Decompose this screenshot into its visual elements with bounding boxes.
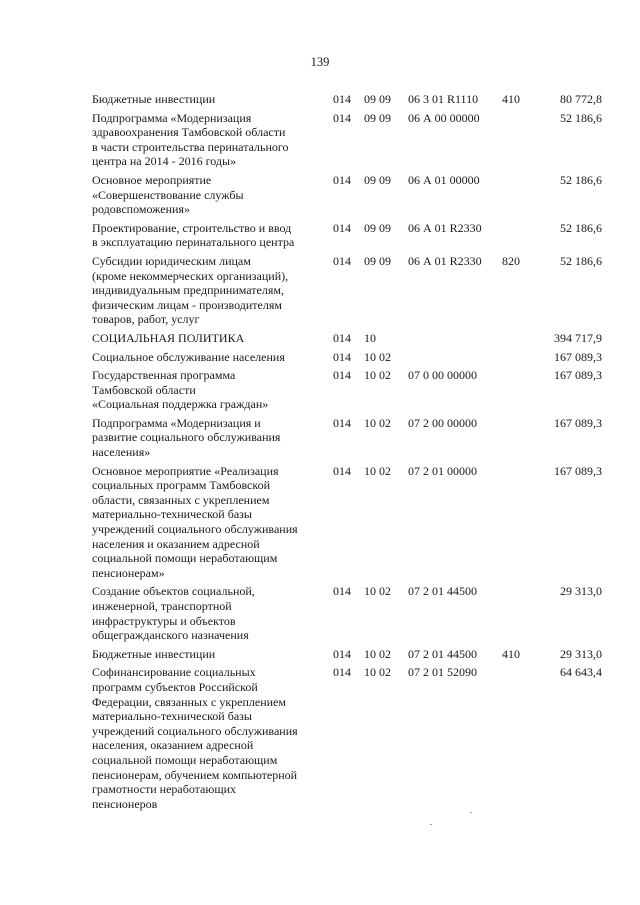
row-gov-code: 014 (333, 646, 351, 661)
row-amount: 29 313,0 (560, 646, 602, 661)
row-amount: 394 717,9 (554, 330, 602, 345)
table-row (0, 464, 640, 581)
row-amount: 64 643,4 (560, 665, 602, 680)
row-name: Социальное обслуживание населения (92, 349, 285, 364)
row-section-code: 09 09 (364, 253, 391, 268)
row-gov-code: 014 (333, 349, 351, 364)
row-amount: 52 186,6 (560, 110, 602, 125)
row-name: Основное мероприятие «Совершенствование службы родовспоможения» (92, 172, 244, 217)
row-amount: 52 186,6 (560, 253, 602, 268)
row-name: Бюджетные инвестиции (92, 92, 216, 106)
row-program-code: 07 2 01 44500 (408, 584, 477, 599)
page-number: 139 (310, 55, 330, 69)
row-section-code: 09 09 (364, 110, 391, 125)
table-row (0, 350, 640, 365)
row-name: Субсидии юридическим лицам (кроме некоммерческих организаций), индивидуальным предпринимателям, физическим лицам - производителям товаров, работ, услуг (92, 253, 289, 327)
row-section-code: 10 02 (364, 463, 391, 478)
row-section-code: 09 09 (364, 220, 391, 235)
row-section-code: 09 09 (364, 92, 391, 106)
row-gov-code: 014 (333, 220, 351, 235)
row-section-code: 10 02 (364, 368, 391, 383)
row-gov-code: 014 (333, 330, 351, 345)
table-row (0, 647, 640, 662)
row-gov-code: 014 (333, 368, 351, 383)
row-program-code: 07 2 01 44500 (408, 646, 477, 661)
row-expense-type: 820 (502, 253, 520, 268)
row-expense-type: 410 (502, 92, 520, 106)
row-amount: 167 089,3 (554, 463, 602, 478)
table-row (0, 331, 640, 346)
row-amount: 29 313,0 (560, 584, 602, 599)
budget-table (0, 92, 640, 815)
row-program-code: 06 А 01 R2330 (408, 253, 482, 268)
row-section-code: 10 02 (364, 415, 391, 430)
row-section-code: 10 (364, 330, 376, 345)
table-row (0, 416, 640, 460)
row-program-code: 06 А 01 R2330 (408, 220, 482, 235)
table-row (0, 111, 640, 169)
row-name: Создание объектов социальной, инженерной, транспортной инфраструктуры и объектов общегражданского назначения (92, 584, 255, 643)
row-gov-code: 014 (333, 110, 351, 125)
row-expense-type: 410 (502, 646, 520, 661)
table-row (0, 254, 640, 327)
row-section-code: 10 02 (364, 646, 391, 661)
row-name: Государственная программа Тамбовской области «Социальная поддержка граждан» (92, 368, 269, 412)
table-row (0, 368, 640, 412)
row-amount: 52 186,6 (560, 172, 602, 187)
row-name: Основное мероприятие «Реализация социальных программ Тамбовской области, связанных с укреплением материально-технической базы учреждений социального обслуживания населения и оказанием адресной социальной помощи неработающим пенсионерам» (92, 463, 298, 580)
row-gov-code: 014 (333, 463, 351, 478)
table-row (0, 221, 640, 250)
row-name: СОЦИАЛЬНАЯ ПОЛИТИКА (92, 330, 245, 345)
row-program-code: 07 2 00 00000 (408, 415, 477, 430)
row-section-code: 10 02 (364, 665, 391, 680)
row-section-code: 10 02 (364, 349, 391, 364)
row-gov-code: 014 (333, 584, 351, 599)
row-gov-code: 014 (333, 415, 351, 430)
row-section-code: 10 02 (364, 584, 391, 599)
row-program-code: 07 2 01 00000 (408, 463, 477, 478)
row-name: Проектирование, строительство и ввод в эксплуатацию перинатального центра (92, 220, 295, 250)
row-name: Софинансирование социальных программ субъектов Российской Федерации, связанных с укреплением материально-технической базы учреждений социального обслуживания населения, оказанием адресной социальной помощи неработающим пенсионерам, обучением компьютерной грамотности неработающих пенсионеров (92, 665, 298, 811)
row-program-code: 06 А 01 00000 (408, 172, 480, 187)
table-row (0, 173, 640, 217)
row-name: Подпрограмма «Модернизация здравоохранения Тамбовской области в части строительства перинатального центра на 2014 - 2016 годы» (92, 110, 289, 169)
row-name: Подпрограмма «Модернизация и развитие социального обслуживания населения» (92, 415, 281, 460)
scan-speck (430, 824, 432, 825)
row-amount: 167 089,3 (554, 349, 602, 364)
row-amount: 167 089,3 (554, 415, 602, 430)
row-name: Бюджетные инвестиции (92, 646, 216, 661)
row-amount: 80 772,8 (560, 92, 602, 106)
row-program-code: 07 2 01 52090 (408, 665, 477, 680)
row-gov-code: 014 (333, 665, 351, 680)
row-section-code: 09 09 (364, 172, 391, 187)
row-program-code: 06 3 01 R1110 (408, 92, 479, 106)
row-program-code: 07 0 00 00000 (408, 368, 477, 383)
row-amount: 52 186,6 (560, 220, 602, 235)
row-gov-code: 014 (333, 172, 351, 187)
table-row (0, 665, 640, 811)
table-row (0, 92, 640, 107)
row-gov-code: 014 (333, 253, 351, 268)
scan-speck (470, 812, 472, 813)
row-program-code: 06 А 00 00000 (408, 110, 480, 125)
row-amount: 167 089,3 (554, 368, 602, 383)
row-gov-code: 014 (333, 92, 351, 106)
table-row (0, 584, 640, 642)
